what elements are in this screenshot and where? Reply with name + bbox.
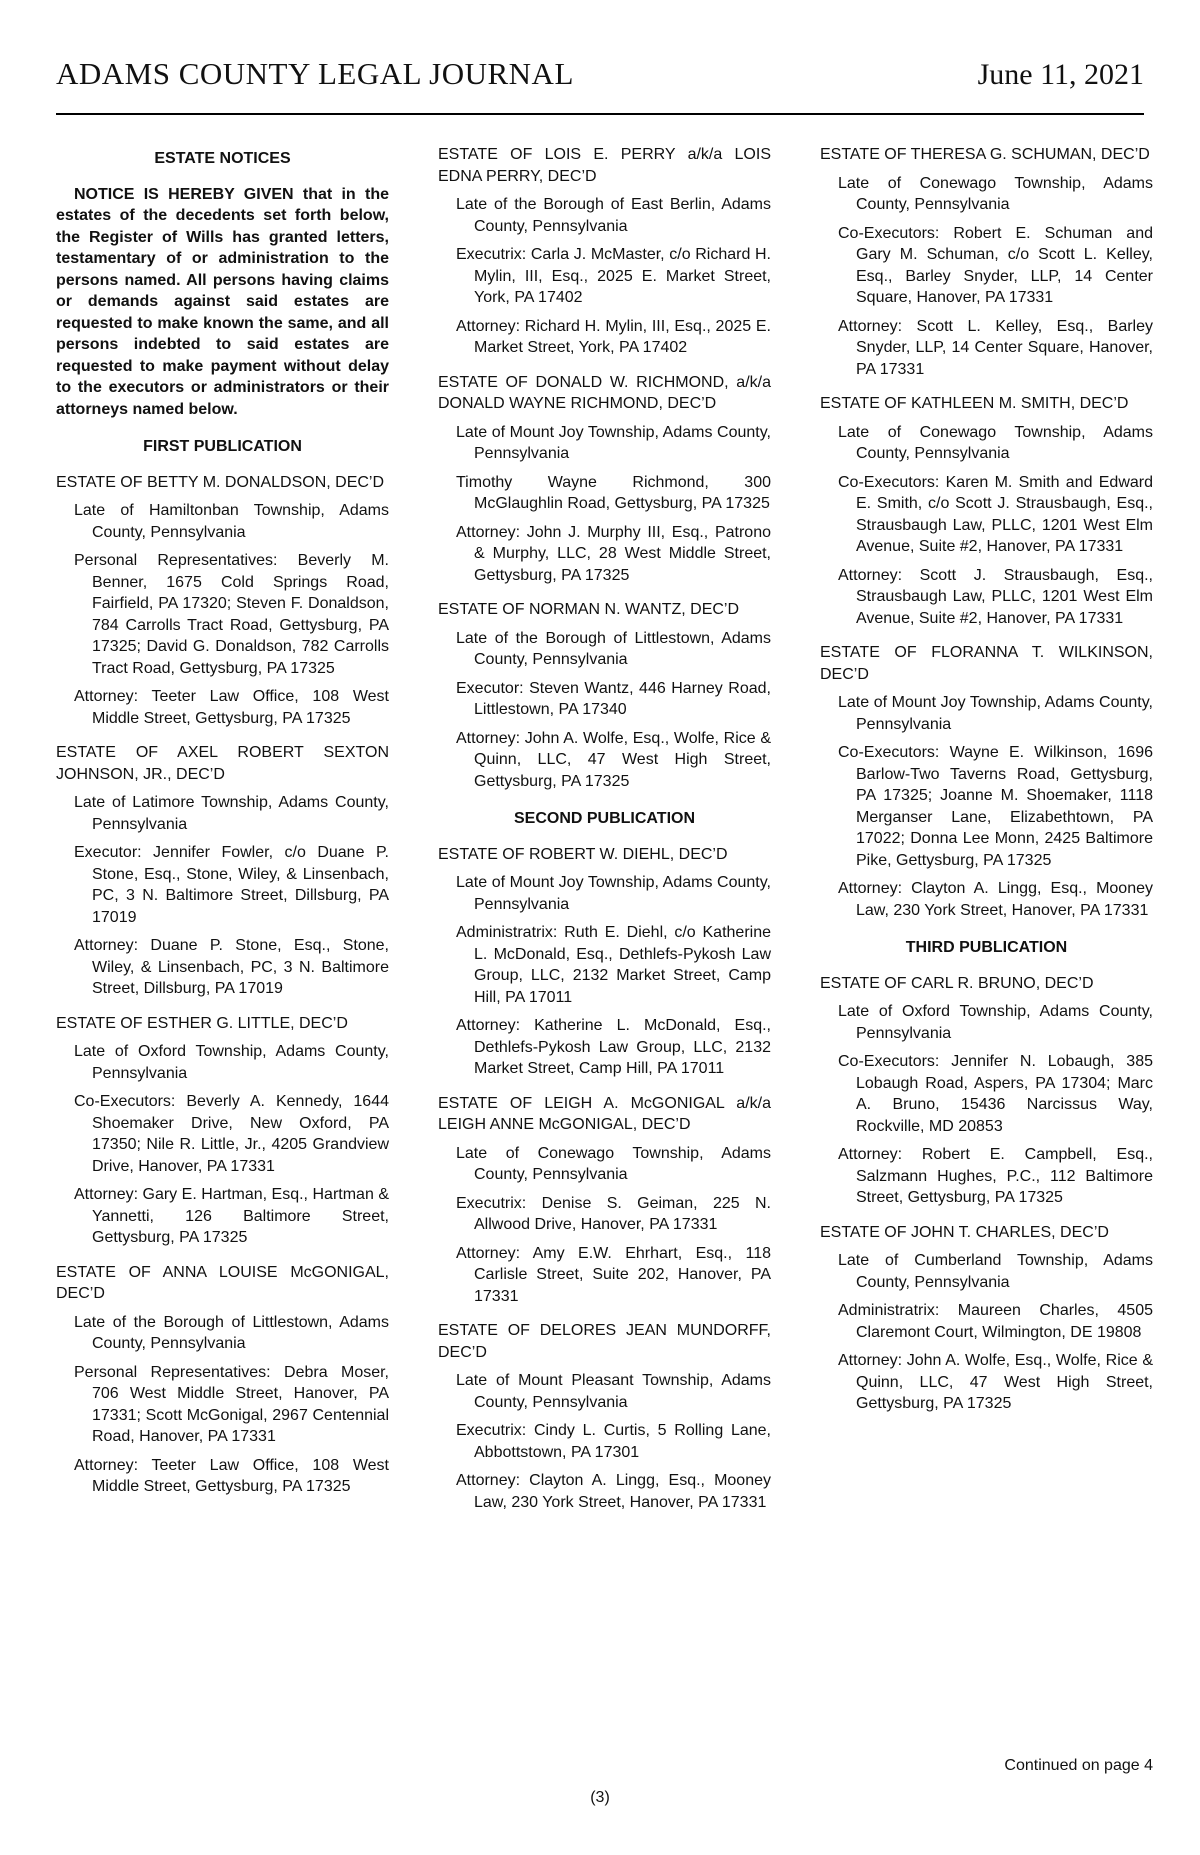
estate-title: ESTATE OF THERESA G. SCHUMAN, DEC’D <box>820 146 1150 163</box>
estate-paragraph: Late of Oxford Township, Adams County, Pennsylvania <box>74 1043 389 1082</box>
estate-notice <box>56 742 389 1000</box>
estate-paragraph: Attorney: Robert E. Campbell, Esq., Salzmann Hughes, P.C., 112 Baltimore Street, Gettysburg, PA 17325 <box>838 1146 1153 1206</box>
estate-paragraph: Executrix: Cindy L. Curtis, 5 Rolling Lane, Abbottstown, PA 17301 <box>456 1422 771 1461</box>
estate-paragraph: Co-Executors: Karen M. Smith and Edward E. Smith, c/o Scott J. Strausbaugh, Esq., Strausbaugh Law, PLLC, 1201 West Elm Avenue, Suite #2, Hanover, PA 17331 <box>838 473 1153 555</box>
estate-notice <box>56 472 389 730</box>
estate-paragraph: Attorney: Richard H. Mylin, III, Esq., 2025 E. Market Street, York, PA 17402 <box>456 317 771 356</box>
page-number: (3) <box>590 1789 610 1806</box>
estate-notice <box>438 1320 771 1513</box>
estate-title: ESTATE OF AXEL ROBERT SEXTON JOHNSON, JR., DEC’D <box>56 744 389 783</box>
column-1 <box>56 144 389 1526</box>
estate-paragraph: Co-Executors: Beverly A. Kennedy, 1644 Shoemaker Drive, New Oxford, PA 17350; Nile R. Little, Jr., 4205 Grandview Drive, Hanover, PA 17331 <box>74 1093 389 1175</box>
estate-title: ESTATE OF ROBERT W. DIEHL, DEC’D <box>438 845 728 863</box>
estate-paragraph: Attorney: John J. Murphy III, Esq., Patrono & Murphy, LLC, 28 West Middle Street, Gettysburg, PA 17325 <box>456 523 771 584</box>
estate-paragraph: Executor: Jennifer Fowler, c/o Duane P. Stone, Esq., Stone, Wiley, & Linsenbach, PC, 3 N. Baltimore Street, Dillsburg, PA 17019 <box>74 844 389 926</box>
estate-paragraph: Late of Mount Joy Township, Adams County, Pennsylvania <box>838 694 1153 733</box>
estate-paragraph: Attorney: Katherine L. McDonald, Esq., Dethlefs-Pykosh Law Group, LLC, 2132 Market Street, Camp Hill, PA 17011 <box>456 1017 771 1077</box>
estate-paragraph: Attorney: Clayton A. Lingg, Esq., Mooney Law, 230 York Street, Hanover, PA 17331 <box>838 880 1153 919</box>
estate-paragraph: Attorney: Teeter Law Office, 108 West Middle Street, Gettysburg, PA 17325 <box>74 688 389 727</box>
estate-paragraph: Personal Representatives: Debra Moser, 706 West Middle Street, Hanover, PA 17331; Scott McGonigal, 2967 Centennial Road, Hanover, PA 17331 <box>74 1363 389 1445</box>
estate-notice <box>438 1093 771 1308</box>
estate-paragraph: Executrix: Denise S. Geiman, 225 N. Allwood Drive, Hanover, PA 17331 <box>456 1194 771 1233</box>
estate-notice <box>820 393 1153 629</box>
masthead <box>56 56 1144 92</box>
estate-paragraph: Administratrix: Ruth E. Diehl, c/o Katherine L. McDonald, Esq., Dethlefs-Pykosh Law Group, LLC, 2132 Market Street, Camp Hill, PA 17011 <box>456 924 771 1006</box>
estate-paragraph: Administratrix: Maureen Charles, 4505 Claremont Court, Wilmington, DE 19808 <box>838 1302 1153 1341</box>
estate-paragraph: Attorney: John A. Wolfe, Esq., Wolfe, Rice & Quinn, LLC, 47 West High Street, Gettysburg, PA 17325 <box>456 729 771 790</box>
estate-paragraph: Attorney: Scott L. Kelley, Esq., Barley Snyder, LLP, 14 Center Square, Hanover, PA 17331 <box>838 317 1153 378</box>
estate-paragraph: Late of Hamiltonban Township, Adams County, Pennsylvania <box>74 502 389 541</box>
column-2 <box>438 144 771 1526</box>
section-heading: SECOND PUBLICATION <box>513 810 696 827</box>
estate-paragraph: Personal Representatives: Beverly M. Benner, 1675 Cold Springs Road, Fairfield, PA 17320; Steven F. Donaldson, 784 Carrolls Tract Road, Gettysburg, PA 17325; David G. Donaldson, 782 Carrolls Tract Road, Gettysburg, PA 17325 <box>74 552 389 677</box>
column-3 <box>820 144 1153 1526</box>
estate-paragraph: Co-Executors: Jennifer N. Lobaugh, 385 Lobaugh Road, Aspers, PA 17304; Marc A. Bruno, 15436 Narcissus Way, Rockville, MD 20853 <box>838 1053 1153 1135</box>
estate-title: ESTATE OF KATHLEEN M. SMITH, DEC’D <box>820 395 1129 412</box>
estate-paragraph: Late of Mount Joy Township, Adams County, Pennsylvania <box>456 874 771 913</box>
estate-notice <box>820 642 1153 921</box>
estate-title: ESTATE OF DELORES JEAN MUNDORFF, DEC’D <box>438 1322 771 1361</box>
estate-paragraph: Attorney: Duane P. Stone, Esq., Stone, Wiley, & Linsenbach, PC, 3 N. Baltimore Street, Dillsburg, PA 17019 <box>74 937 389 997</box>
estate-paragraph: Attorney: Amy E.W. Ehrhart, Esq., 118 Carlisle Street, Suite 202, Hanover, PA 17331 <box>456 1244 771 1305</box>
estate-paragraph: Attorney: Teeter Law Office, 108 West Middle Street, Gettysburg, PA 17325 <box>74 1456 389 1495</box>
estate-paragraph: Late of Mount Pleasant Township, Adams County, Pennsylvania <box>456 1372 771 1411</box>
issue-date: June 11, 2021 <box>977 58 1144 91</box>
intro-paragraph: NOTICE IS HEREBY GIVEN that in the estates of the decedents set forth below, the Register of Wills has granted letters, testamentary of or administration to the persons named. All persons having claims or demands against said estates are requested to make known the same, and all persons indebted to said estates are requested to make payment without delay to the executors or administrators or their attorneys named below. <box>56 185 389 418</box>
estate-title: ESTATE OF CARL R. BRUNO, DEC’D <box>820 974 1094 992</box>
estate-paragraph: Late of Oxford Township, Adams County, Pennsylvania <box>838 1003 1153 1042</box>
estate-paragraph: Attorney: Gary E. Hartman, Esq., Hartman & Yannetti, 126 Baltimore Street, Gettysburg, PA 17325 <box>74 1186 389 1246</box>
section-heading: FIRST PUBLICATION <box>143 438 302 455</box>
estate-title: ESTATE OF LOIS E. PERRY a/k/a LOIS EDNA PERRY, DEC’D <box>438 146 771 185</box>
estate-paragraph: Executor: Steven Wantz, 446 Harney Road, Littlestown, PA 17340 <box>456 679 771 718</box>
header-rule <box>56 113 1144 115</box>
estate-notice <box>56 1013 389 1249</box>
estate-title: ESTATE OF BETTY M. DONALDSON, DEC’D <box>56 473 385 491</box>
estate-paragraph: Late of Conewago Township, Adams County, Pennsylvania <box>838 423 1153 462</box>
estate-paragraph: Late of Mount Joy Township, Adams County, Pennsylvania <box>456 423 771 462</box>
estate-notice <box>820 144 1153 380</box>
section-heading: ESTATE NOTICES <box>154 150 291 167</box>
estate-paragraph: Executrix: Carla J. McMaster, c/o Richard H. Mylin, III, Esq., 2025 E. Market Street, York, PA 17402 <box>456 246 771 306</box>
estate-paragraph: Co-Executors: Robert E. Schuman and Gary M. Schuman, c/o Scott L. Kelley, Esq., Barley Snyder, LLP, 14 Center Square, Hanover, PA 17331 <box>838 224 1153 306</box>
estate-paragraph: Late of the Borough of Littlestown, Adams County, Pennsylvania <box>456 629 771 668</box>
estate-paragraph: Attorney: Scott J. Strausbaugh, Esq., Strausbaugh Law, PLLC, 1201 West Elm Avenue, Suite #2, Hanover, PA 17331 <box>838 566 1153 627</box>
estate-title: ESTATE OF LEIGH A. McGONIGAL a/k/a LEIGH ANNE McGONIGAL, DEC’D <box>438 1094 771 1133</box>
estate-paragraph: Attorney: John A. Wolfe, Esq., Wolfe, Rice & Quinn, LLC, 47 West High Street, Gettysburg, PA 17325 <box>838 1352 1153 1412</box>
estate-paragraph: Attorney: Clayton A. Lingg, Esq., Mooney Law, 230 York Street, Hanover, PA 17331 <box>456 1472 771 1511</box>
estate-paragraph: Late of Conewago Township, Adams County, Pennsylvania <box>838 174 1153 213</box>
estate-notice <box>56 1262 389 1498</box>
estate-paragraph: Co-Executors: Wayne E. Wilkinson, 1696 Barlow-Two Taverns Road, Gettysburg, PA 17325; Joanne M. Shoemaker, 1118 Merganser Lane, Elizabethtown, PA 17022; Donna Lee Monn, 2425 Baltimore Pike, Gettysburg, PA 17325 <box>838 744 1153 869</box>
estate-title: ESTATE OF FLORANNA T. WILKINSON, DEC’D <box>820 644 1153 683</box>
estate-paragraph: Late of the Borough of Littlestown, Adams County, Pennsylvania <box>74 1313 389 1352</box>
estate-paragraph: Late of Conewago Township, Adams County, Pennsylvania <box>456 1144 771 1183</box>
continued-note: Continued on page 4 <box>1004 1757 1153 1774</box>
estate-notice <box>820 973 1153 1209</box>
estate-paragraph: Timothy Wayne Richmond, 300 McGlaughlin Road, Gettysburg, PA 17325 <box>456 473 771 512</box>
estate-notice <box>438 599 771 792</box>
notices-columns <box>56 144 1200 1526</box>
estate-title: ESTATE OF NORMAN N. WANTZ, DEC’D <box>438 601 740 618</box>
estate-notice <box>438 372 771 587</box>
section-heading: THIRD PUBLICATION <box>905 939 1068 956</box>
estate-title: ESTATE OF ANNA LOUISE McGONIGAL, DEC’D <box>56 1263 389 1302</box>
estate-notice <box>438 844 771 1080</box>
estate-paragraph: Late of Latimore Township, Adams County, Pennsylvania <box>74 794 389 833</box>
estate-paragraph: Late of Cumberland Township, Adams County, Pennsylvania <box>838 1252 1153 1291</box>
estate-title: ESTATE OF DONALD W. RICHMOND, a/k/a DONALD WAYNE RICHMOND, DEC’D <box>438 373 771 412</box>
estate-title: ESTATE OF ESTHER G. LITTLE, DEC’D <box>56 1014 348 1032</box>
estate-notice <box>438 144 771 359</box>
estate-title: ESTATE OF JOHN T. CHARLES, DEC’D <box>820 1223 1109 1241</box>
estate-paragraph: Late of the Borough of East Berlin, Adams County, Pennsylvania <box>456 196 771 235</box>
journal-title: ADAMS COUNTY LEGAL JOURNAL <box>56 56 574 91</box>
estate-notice <box>820 1222 1153 1415</box>
